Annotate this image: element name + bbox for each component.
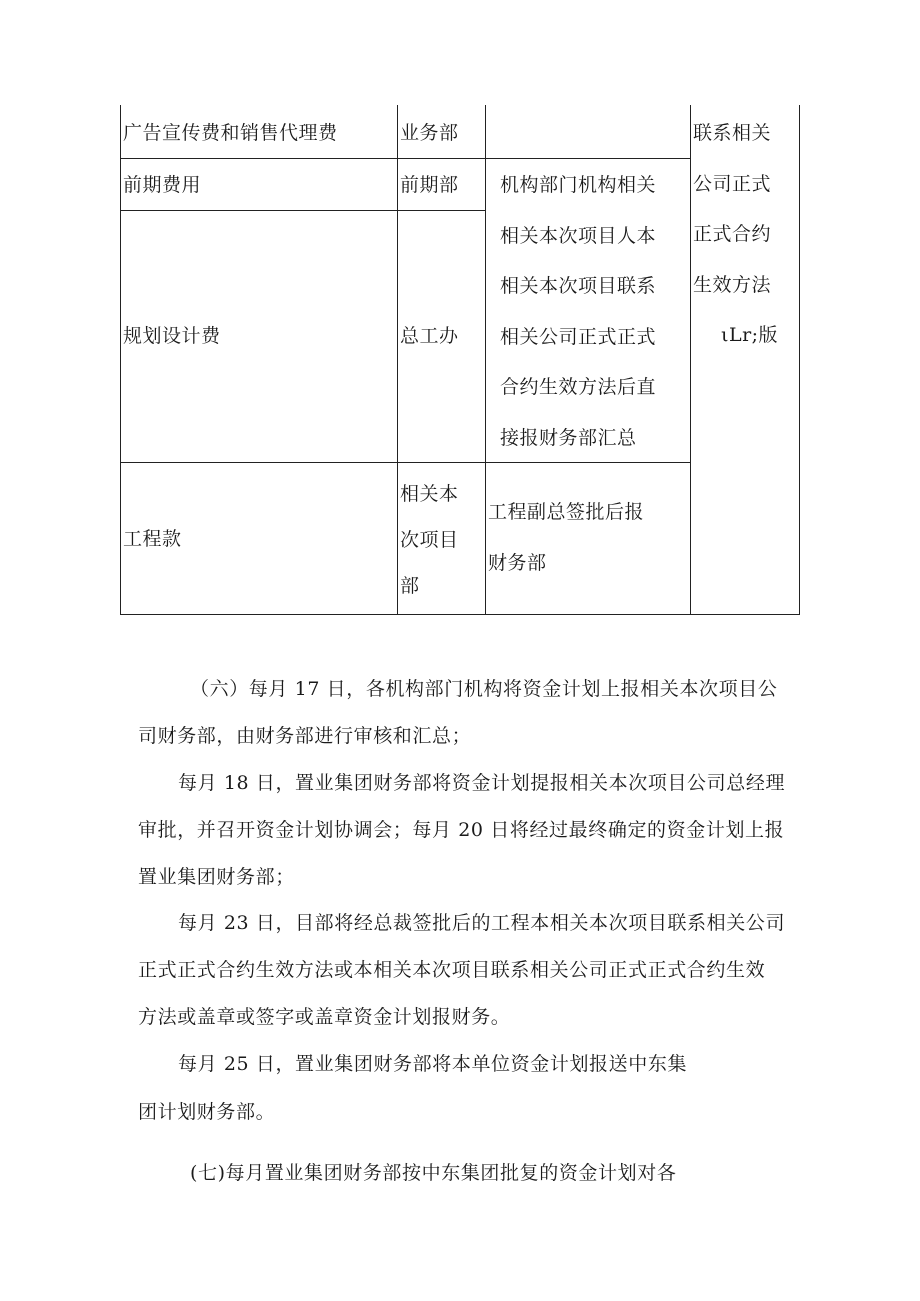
table-divider-col3: [690, 105, 691, 615]
paragraph-7-line-1: (七)每月置业集团财务部按中东集团批复的资金计划对各: [190, 1162, 677, 1184]
cell-item-ad-fee: 广告宣传费和销售代理费: [123, 122, 338, 144]
cell-right-line: 公司正式: [693, 172, 772, 195]
paragraph-18-line-2: 审批，并召开资金计划协调会；每月 20 日将经过最终确定的资金计划上报: [138, 819, 785, 841]
cell-right-line: 生效方法: [693, 273, 772, 296]
paragraph-23-line-1: 每月 23 日，目部将经总裁签批后的工程本相关本次项目联系相关公司: [178, 912, 786, 934]
paragraph-18-line-3: 置业集团财务部；: [138, 866, 295, 888]
paragraph-6-line-1: （六）每月 17 日，各机构部门机构将资金计划上报相关本次项目公: [190, 678, 778, 700]
cell-process-line: 相关本次项目联系: [500, 275, 657, 297]
cell-item-preliminary-fee: 前期费用: [123, 174, 202, 196]
cell-item-engineering-fee: 工程款: [123, 528, 182, 550]
table-border-left: [120, 105, 121, 615]
paragraph-23-line-2: 正式正式合约生效方法或本相关本次项目联系相关公司正式正式合约生效: [138, 959, 766, 981]
cell-process-line: 工程副总签批后报: [488, 501, 645, 523]
cell-right-line: 正式合约: [693, 223, 772, 245]
table-divider-col2: [485, 105, 486, 615]
cell-right-line: ιLr;版: [721, 324, 779, 346]
cell-right-column: [693, 120, 778, 373]
cell-dept-project-line: 部: [400, 575, 420, 597]
table-divider-col1: [397, 105, 398, 615]
cell-dept-chief-engineer: 总工办: [400, 325, 459, 347]
cell-process-line: 财务部: [488, 551, 547, 574]
cell-dept-business: 业务部: [400, 122, 459, 144]
cell-process-line: 接报财务部汇总: [500, 426, 637, 449]
table-border-right: [799, 105, 800, 615]
cell-process-line: 机构部门机构相关: [500, 174, 657, 196]
paragraph-6-line-2: 司财务部，由财务部进行审核和汇总；: [138, 725, 472, 747]
cell-dept-preliminary: 前期部: [400, 174, 459, 196]
paragraph-25-line-2: 团计划财务部。: [138, 1101, 276, 1123]
table-row-line-1: [120, 158, 690, 159]
cell-dept-project-line: 相关本: [400, 483, 459, 505]
paragraph-23-line-3: 方法或盖章或签字或盖章资金计划报财务。: [138, 1006, 511, 1028]
table-border-bottom: [120, 614, 800, 615]
table-row-line-2: [120, 210, 485, 211]
cell-dept-project: [400, 481, 459, 619]
cell-process-line: 相关公司正式正式: [500, 325, 657, 348]
paragraph-18-line-1: 每月 18 日，置业集团财务部将资金计划提报相关本次项目公司总经理: [178, 772, 786, 794]
cell-process-engineering: [488, 499, 644, 600]
cell-dept-project-line: 次项目: [400, 529, 459, 551]
cell-process-line: 合约生效方法后直: [500, 376, 657, 398]
cell-item-design-fee: 规划设计费: [123, 325, 221, 347]
cell-process-line: 相关本次项目人本: [500, 224, 657, 247]
cell-process-merged: [500, 172, 656, 475]
paragraph-25-line-1: 每月 25 日，置业集团财务部将本单位资金计划报送中东集: [178, 1053, 688, 1075]
cell-right-line: 联系相关: [693, 122, 772, 144]
